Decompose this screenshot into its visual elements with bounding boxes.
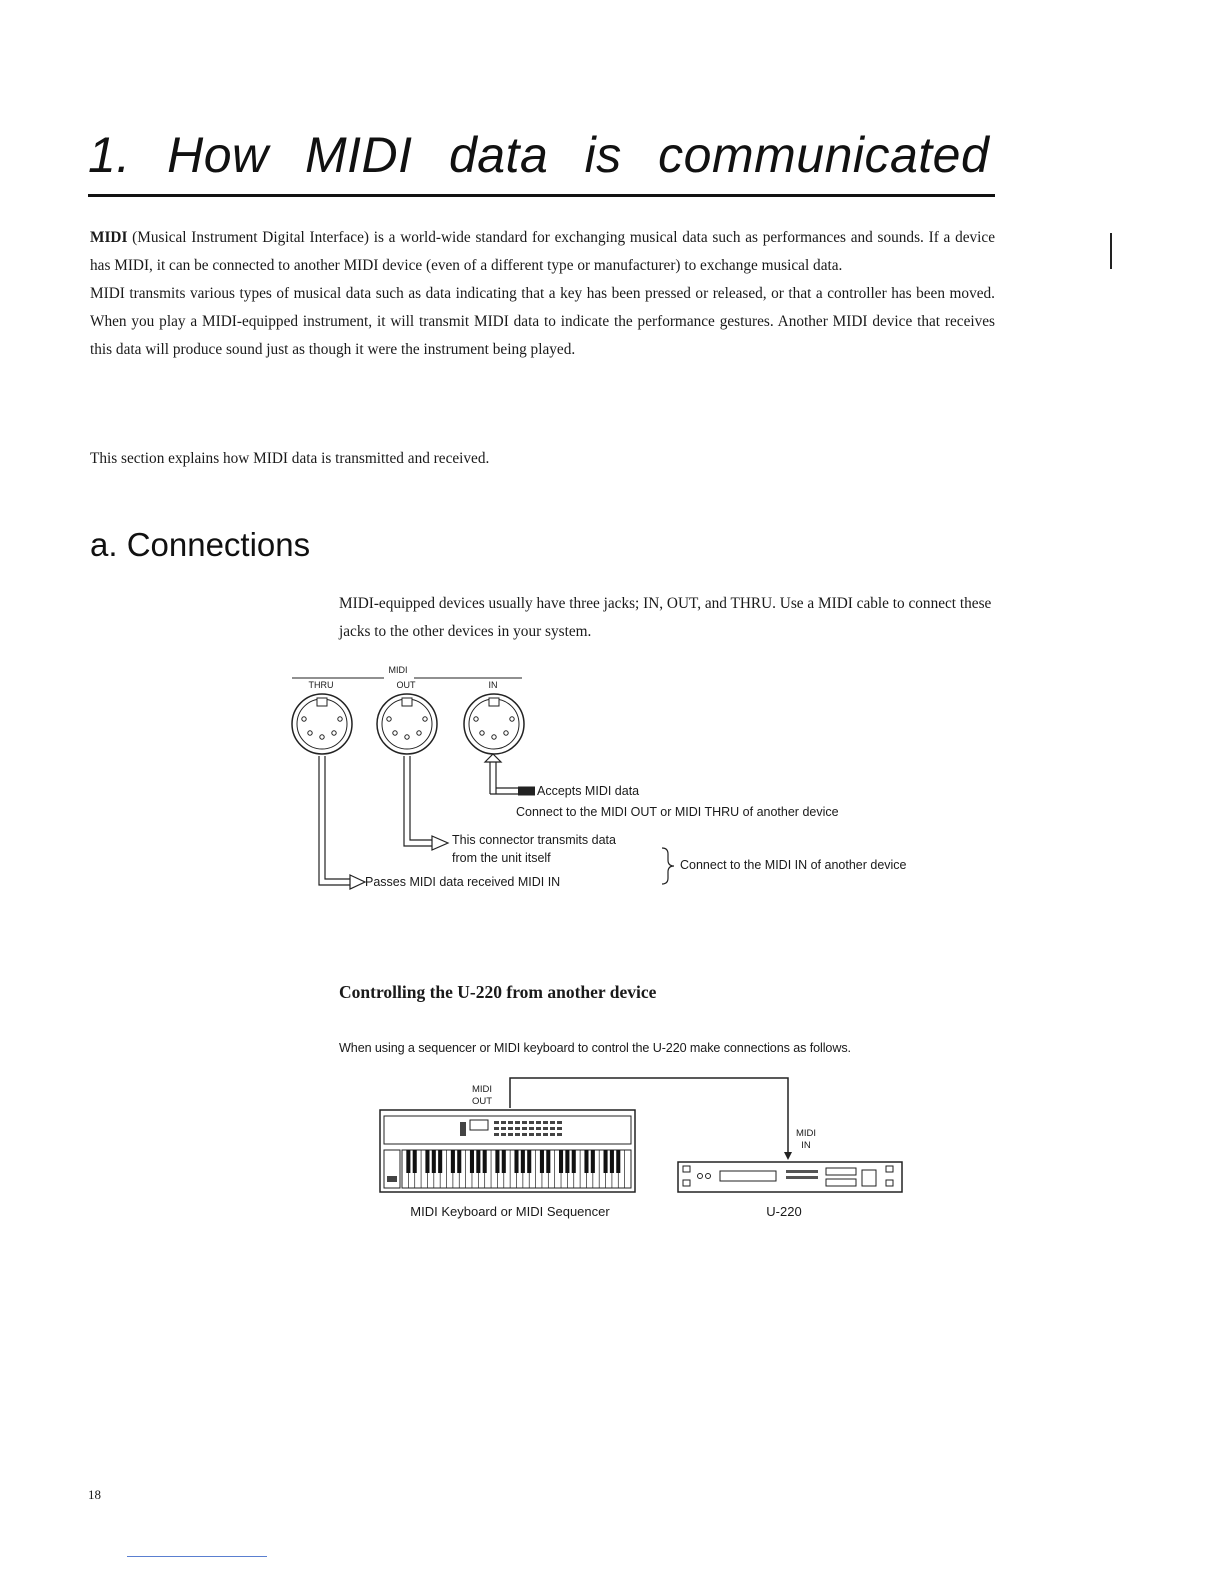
page-number: 18 (88, 1487, 101, 1502)
section-note: This section explains how MIDI data is transmitted and received. (90, 450, 490, 467)
u220-module-icon (678, 1162, 902, 1192)
in-jack-icon (464, 694, 524, 754)
panel-button (557, 1133, 562, 1136)
out-desc-2: from the unit itself (452, 851, 551, 865)
panel-button (508, 1133, 513, 1136)
panel-button (494, 1127, 499, 1130)
midi-header-label: MIDI (388, 665, 408, 675)
panel-button (529, 1133, 534, 1136)
panel-button (515, 1121, 520, 1124)
black-key (514, 1150, 518, 1173)
midi-term: MIDI (90, 229, 128, 246)
black-key (604, 1150, 608, 1173)
black-key (470, 1150, 474, 1173)
panel-button (522, 1127, 527, 1130)
connections-text: MIDI-equipped devices usually have three jacks; IN, OUT, and THRU. Use a MIDI cable to connect these jacks to the other devices in your system. (339, 595, 992, 640)
panel-button (550, 1133, 555, 1136)
black-key (616, 1150, 620, 1173)
black-key (565, 1150, 569, 1173)
midi-out-label-1: MIDI (471, 1084, 493, 1095)
black-key (559, 1150, 563, 1173)
out-desc-1: This connector transmits data (452, 833, 616, 847)
panel-button (522, 1121, 527, 1124)
thru-desc: Passes MIDI data received MIDI IN (365, 875, 561, 889)
intro-paragraph-2: MIDI transmits various types of musical data such as data indicating that a key has been pressed or released, or that a controller has been moved. When you play a MIDI-equipped instrument, it will transmit MIDI data to indicate the performance gestures. Another MIDI device that receives this data will produce sound just as though it were the instrument being played. (90, 285, 995, 358)
panel-button (515, 1127, 520, 1130)
thru-arrow (319, 756, 365, 889)
panel-button (501, 1121, 506, 1124)
intro-paragraph-1 (90, 224, 995, 280)
intro-section (90, 224, 995, 364)
midi-in-label-1: MIDI (795, 1128, 817, 1139)
black-key (527, 1150, 531, 1173)
panel-button (508, 1127, 513, 1130)
midi-jacks-diagram (280, 660, 1000, 900)
footer-rule (127, 1556, 267, 1557)
panel-button (543, 1121, 548, 1124)
panel-button (501, 1127, 506, 1130)
black-key (476, 1150, 480, 1173)
panel-button (529, 1127, 534, 1130)
panel-button (557, 1127, 562, 1130)
module-caption: U-220 (766, 1204, 802, 1219)
black-key (438, 1150, 442, 1173)
connection-setup-diagram (360, 1072, 920, 1232)
panel-button (543, 1133, 548, 1136)
panel-button (543, 1127, 548, 1130)
panel-button (515, 1133, 520, 1136)
panel-button (522, 1133, 527, 1136)
black-key (610, 1150, 614, 1173)
in-desc-2: Connect to the MIDI OUT or MIDI THRU of another device (516, 805, 839, 819)
panel-button (494, 1121, 499, 1124)
in-arrow (485, 754, 535, 796)
connections-heading: a. Connections (90, 526, 311, 563)
brace-desc: Connect to the MIDI IN of another device (680, 858, 907, 872)
black-key (591, 1150, 595, 1173)
out-jack-icon (377, 694, 437, 754)
in-label: IN (488, 680, 498, 690)
panel-button (494, 1133, 499, 1136)
panel-button (550, 1127, 555, 1130)
thru-jack-icon (292, 694, 352, 754)
in-desc-1: Accepts MIDI data (537, 784, 640, 798)
black-key (540, 1150, 544, 1173)
page-title: 1. How MIDI data is communicated (88, 127, 990, 183)
panel-button (536, 1121, 541, 1124)
panel-button (529, 1121, 534, 1124)
black-key (457, 1150, 461, 1173)
thru-label: THRU (308, 680, 334, 690)
black-key (451, 1150, 455, 1173)
panel-button (550, 1121, 555, 1124)
keyboard-caption: MIDI Keyboard or MIDI Sequencer (410, 1204, 610, 1219)
panel-button (536, 1133, 541, 1136)
black-key (546, 1150, 550, 1173)
black-key (483, 1150, 487, 1173)
panel-button (536, 1127, 541, 1130)
title-rule (88, 194, 995, 197)
black-key (425, 1150, 429, 1173)
keyboard-icon (380, 1110, 635, 1192)
black-key (495, 1150, 499, 1173)
out-label: OUT (396, 680, 416, 690)
panel-button (557, 1121, 562, 1124)
midi-in-label-2: IN (801, 1140, 811, 1151)
control-heading: Controlling the U-220 from another device (339, 982, 657, 1002)
black-key (413, 1150, 417, 1173)
black-key (572, 1150, 576, 1173)
midi-out-label-2: OUT (471, 1096, 493, 1107)
black-key (584, 1150, 588, 1173)
panel-button (501, 1133, 506, 1136)
black-key (521, 1150, 525, 1173)
control-text: When using a sequencer or MIDI keyboard to control the U-220 make connections as follows. (339, 1041, 851, 1055)
black-key (406, 1150, 410, 1173)
margin-change-bar (1110, 233, 1112, 269)
intro-paragraph-1-text: (Musical Instrument Digital Interface) is a world-wide standard for exchanging musical data such as performances and sounds. If a device has MIDI, it can be connected to another MIDI device (even of a different type or manufacturer) to exchange musical data. (90, 229, 995, 274)
black-key (502, 1150, 506, 1173)
out-arrow (404, 756, 448, 850)
brace (662, 848, 674, 884)
black-key (432, 1150, 436, 1173)
cable-arrow (784, 1152, 792, 1160)
panel-button (508, 1121, 513, 1124)
